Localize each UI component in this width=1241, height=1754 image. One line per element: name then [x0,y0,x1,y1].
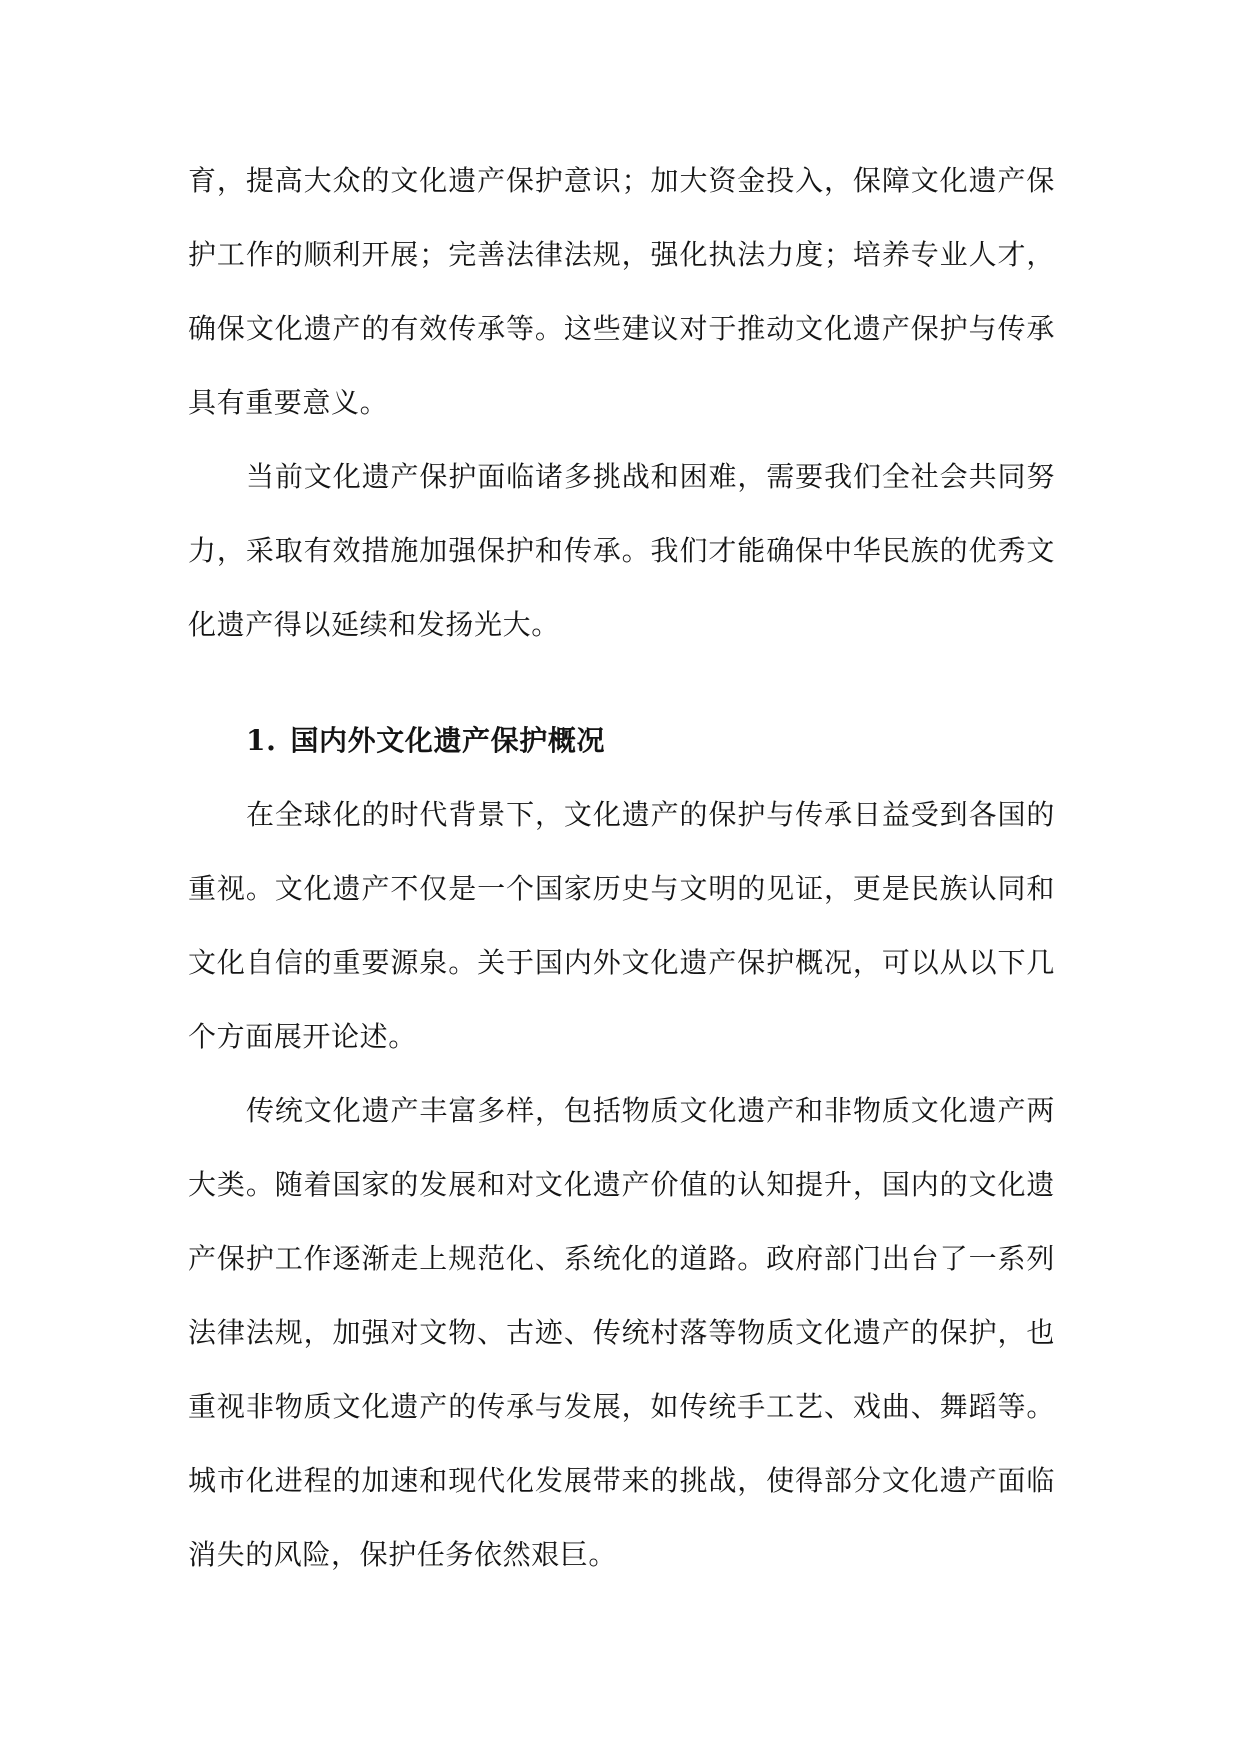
section-number: 1. [246,724,277,757]
body-paragraph: 当前文化遗产保护面临诸多挑战和困难，需要我们全社会共同努力，采取有效措施加强保护和传承。我们才能确保中华民族的优秀文化遗产得以延续和发扬光大。 [188,460,1055,641]
body-paragraph: 传统文化遗产丰富多样，包括物质文化遗产和非物质文化遗产两大类。随着国家的发展和对文化遗产价值的认知提升，国内的文化遗产保护工作逐渐走上规范化、系统化的道路。政府部门出台了一系列法律法规，加强对文物、古迹、传统村落等物质文化遗产的保护，也重视非物质文化遗产的传承与发展，如传统手工艺、戏曲、舞蹈等。城市化进程的加速和现代化发展带来的挑战，使得部分文化遗产面临消失的风险，保护任务依然艰巨。 [188,1094,1055,1571]
body-paragraph: 在全球化的时代背景下，文化遗产的保护与传承日益受到各国的重视。文化遗产不仅是一个国家历史与文明的见证，更是民族认同和文化自信的重要源泉。关于国内外文化遗产保护概况，可以从以下几个方面展开论述。 [188,798,1055,1053]
section-title: 国内外文化遗产保护概况 [290,724,606,757]
body-paragraph-continued: 育，提高大众的文化遗产保护意识；加大资金投入，保障文化遗产保护工作的顺利开展；完善法律法规，强化执法力度；培养专业人才，确保文化遗产的有效传承等。这些建议对于推动文化遗产保护与传承具有重要意义。 [188,164,1055,419]
section-heading [188,704,1055,778]
